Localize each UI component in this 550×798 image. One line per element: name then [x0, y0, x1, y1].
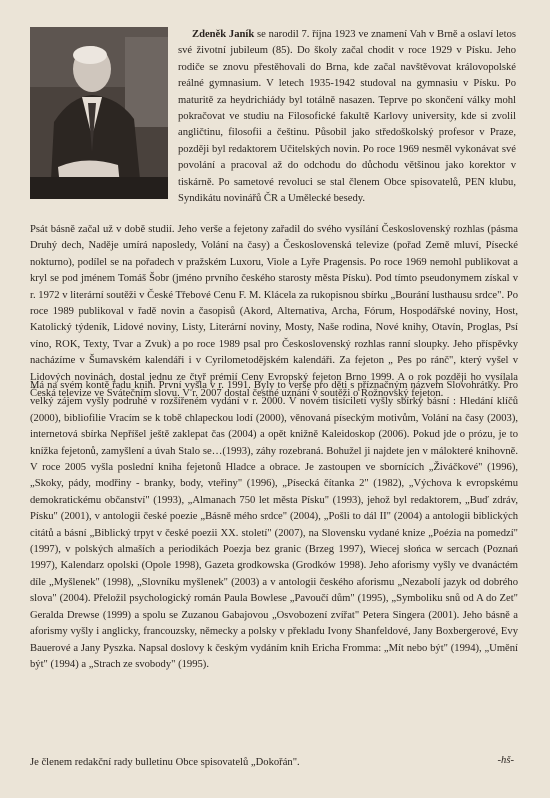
portrait-image-icon [30, 27, 168, 199]
bio-paragraph-3-text: Má na svém kontě řadu knih. První vyšla v r. 1991. Byly to verše pro děti s příznačným názvem Slovohrátky. Pro velký zájem vyšly podruhé v rozšířeném vydání v r. 2000. V novém tisíciletí vyšly sbírky básní : Hledání klíčů (2000), bibliofilie Vracím se k tobě chlapeckou lodí (2000), věnovaná píseckým motivům, Volání na časy (2003), internetová sbírka Nepříšel ještě zaklepat čas (2004) a opět knižně Kaleidoskop (2006). Pokud jde o prózu, je to knížka fejetonů, zamyšlení a úvah Stalo se…(1993), záhy rozebraná. Bohužel ji najdete jen v málokteré knihovně. V roce 2005 vyšla poslední kniha fejetonů Hladce a obrace. Je zastoupen ve sbornících „Živáčkové" (1996), „Skoky, pády, modřiny - branky, body, vteřiny" (1996), „Písecká čítanka 2" (1982), „Výchova k evropskému demokratickému občanství" (1993), „Almanach 750 let města Písku" (1993), jehož byl redaktorem, „Buď zdráv, Písku" (2001), v antologii české poezie „Básně mého srdce" (2004), „Pošli to dál II" (2004) a antologii biblických citátů a básní „Biblický trpyt v české poezii XX. století" (2007), na Slovensku vydané knize „Poézia na pomedzí" (1997), v polských almaších a periodikách Poezja bez granic (Brzeg 1997), Wiecej słońca w sercach (Poznań 1997), Kalendarz opolski (Opole 1998), Gazeta grodkowska (Grodków 1998). Jeho aforismy vyšly ve dvanáctém díle „Myšlenek" (1998), „Slovníku myšlenek" (2003) a v antologii českého aforismu „Nezabolí jazyk od dobrého slova" (2004). Přeložil psychologický román Paula Bowlese „Pavoučí dům" (1995), „Symboliku snů od A do Zet" Geralda Drewse (1999) a spolu se Zuzanou Gabajovou „Osvobození zvířat" Petera Singera (2001). Jeho básně a aforismy vyšly i anglicky, francouzsky, německy a polsky v překladu Ivony Shanfeldové, Jany Boxbergerové, Evy Bauerové a Jany Pyszka. Napsal doslovy k českým vydáním knih Ericha Fromma: „Mít nebo být" (1994), „Umění být" (1994) a „Strach ze svobody" (1995). [30, 380, 518, 670]
author-name: Zdeněk Janík [192, 29, 255, 40]
bio-intro-block [178, 27, 516, 207]
bio-intro-text: se narodil 7. října 1923 ve znamení Vah v Brně a oslaví letos své životní jubileum (85). Do školy začal chodit v roce 1929 v Písku. Jeho rodiče se znovu přestěhovali do Brna, kde začal navštěvovat královopolské reálné gymnasium. V letech 1935-1942 studoval na gymnasiu v Písku. Po maturitě za heydrichiády byl totálně nasazen. Teprve po skončení války mohl pokračovat ve studiu na Filosofické fakultě Karlovy university, kde si zvolil angličtinu, filosofii a češtinu. Působil jako středoškolský profesor v Praze, později byl redaktorem Učitelských novin. Po roce 1969 nesměl vykonávat své povolání a pracoval až do odchodu do důchodu většinou jako korektor v tiskárně. Po sametové revoluci se stal členem Obce spisovatelů, PEN klubu, Syndikátu novinářů ČR a Umělecké besedy. [178, 29, 516, 205]
author-signature: -hš- [497, 755, 514, 766]
bio-paragraph-4-text: Je členem redakční rady bulletinu Obce spisovatelů „Dokořán". [30, 757, 300, 768]
bio-paragraph-4 [30, 755, 518, 771]
bio-paragraph-2 [30, 222, 518, 402]
bio-intro-paragraph [178, 27, 516, 207]
bio-paragraph-2-text: Psát básně začal už v době studií. Jeho verše a fejetony zařadil do svého vysílání Československý rozhlas (pásma Druhý dech, Naděje umírá naposledy, Volání na časy) a Československá televize (pořad Země mluví, Písecké nokturno), podílel se na pořadech v pražském Luxoru, Viole a Lyře Pragensis. Po roce 1969 nemohl publikovat a kryl se pod jménem Tomáš Šobr (jméno prvního českého starosty města Písku). Pod tímto pseudonymem získal v r. 1972 v literární soutěži v České Třebové Cenu F. M. Klácela za rukopisnou sbírku „Bourání lusthausu srdce". Po roce 1989 publikoval v řadě novin a časopisů (Akord, Alternativa, Archa, Fórum, Hospodářské noviny, Host, Katolický týdeník, Lidové noviny, Listy, Literární noviny, Mosty, Naše rodina, Nové knihy, Otavín, Proglas, Psí víno, ROK, Texty, Tvar a Zvuk) a po roce 1989 psal pro Československý rozhlas ranní sloupky. Jeho příspěvky nacházíme v Šumavském kalendáři i v Cyrilometodějském kalendáři. Za fejeton „ Pes po ránč", který vyšel v Lidových novinách, dostal jednu ze čtyř prémií Ceny Evropský fejeton Brno 1999. A o rok později ho vysílala Česká televize ve Svátečním slovu. V r. 2007 dostal čestné uznání v soutěži o Rožnovský fejeton. [30, 224, 518, 400]
author-portrait-photo [30, 27, 168, 199]
bio-paragraph-3 [30, 378, 518, 673]
